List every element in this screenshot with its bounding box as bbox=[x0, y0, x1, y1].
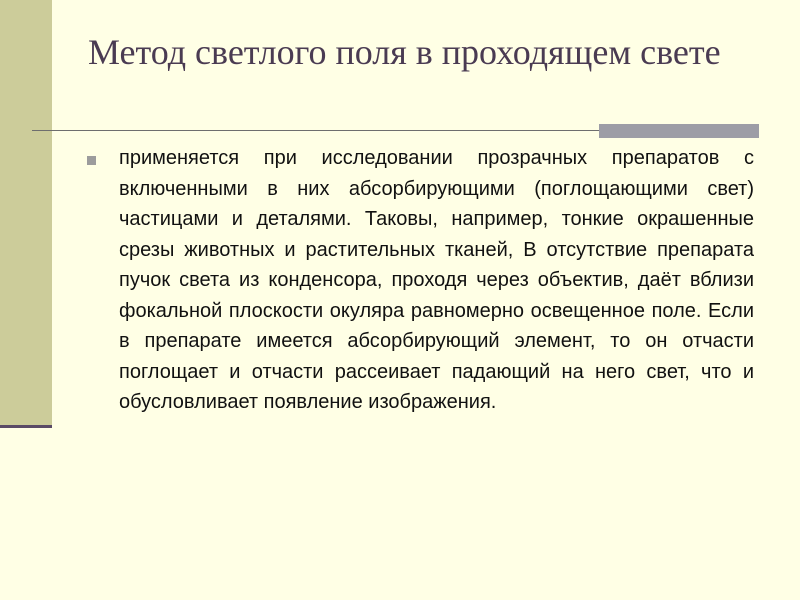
title-divider-line bbox=[32, 130, 602, 131]
bullet-text: применяется при исследовании прозрачных препаратов с включенными в них абсорбирующими (поглощающими свет) частицами и деталями. Таковы, например, тонкие окрашенные срезы животных и растительных тканей, В отсутствие препарата пучок света из конденсора, проходя через объектив, даёт вблизи фокальной плоскости окуляра равномерно освещенное поле. Если в препарате имеется абсорбирующий элемент, то он отчасти поглощает и отчасти рассеивает падающий на него свет, что и обусловливает появление изображения. bbox=[119, 147, 754, 413]
title-accent-bar bbox=[599, 124, 759, 138]
bullet-square-icon bbox=[87, 156, 96, 165]
slide-title: Метод светлого поля в проходящем свете bbox=[88, 32, 721, 72]
sidebar-accent-underline bbox=[0, 425, 52, 428]
sidebar-accent-band bbox=[0, 0, 52, 425]
